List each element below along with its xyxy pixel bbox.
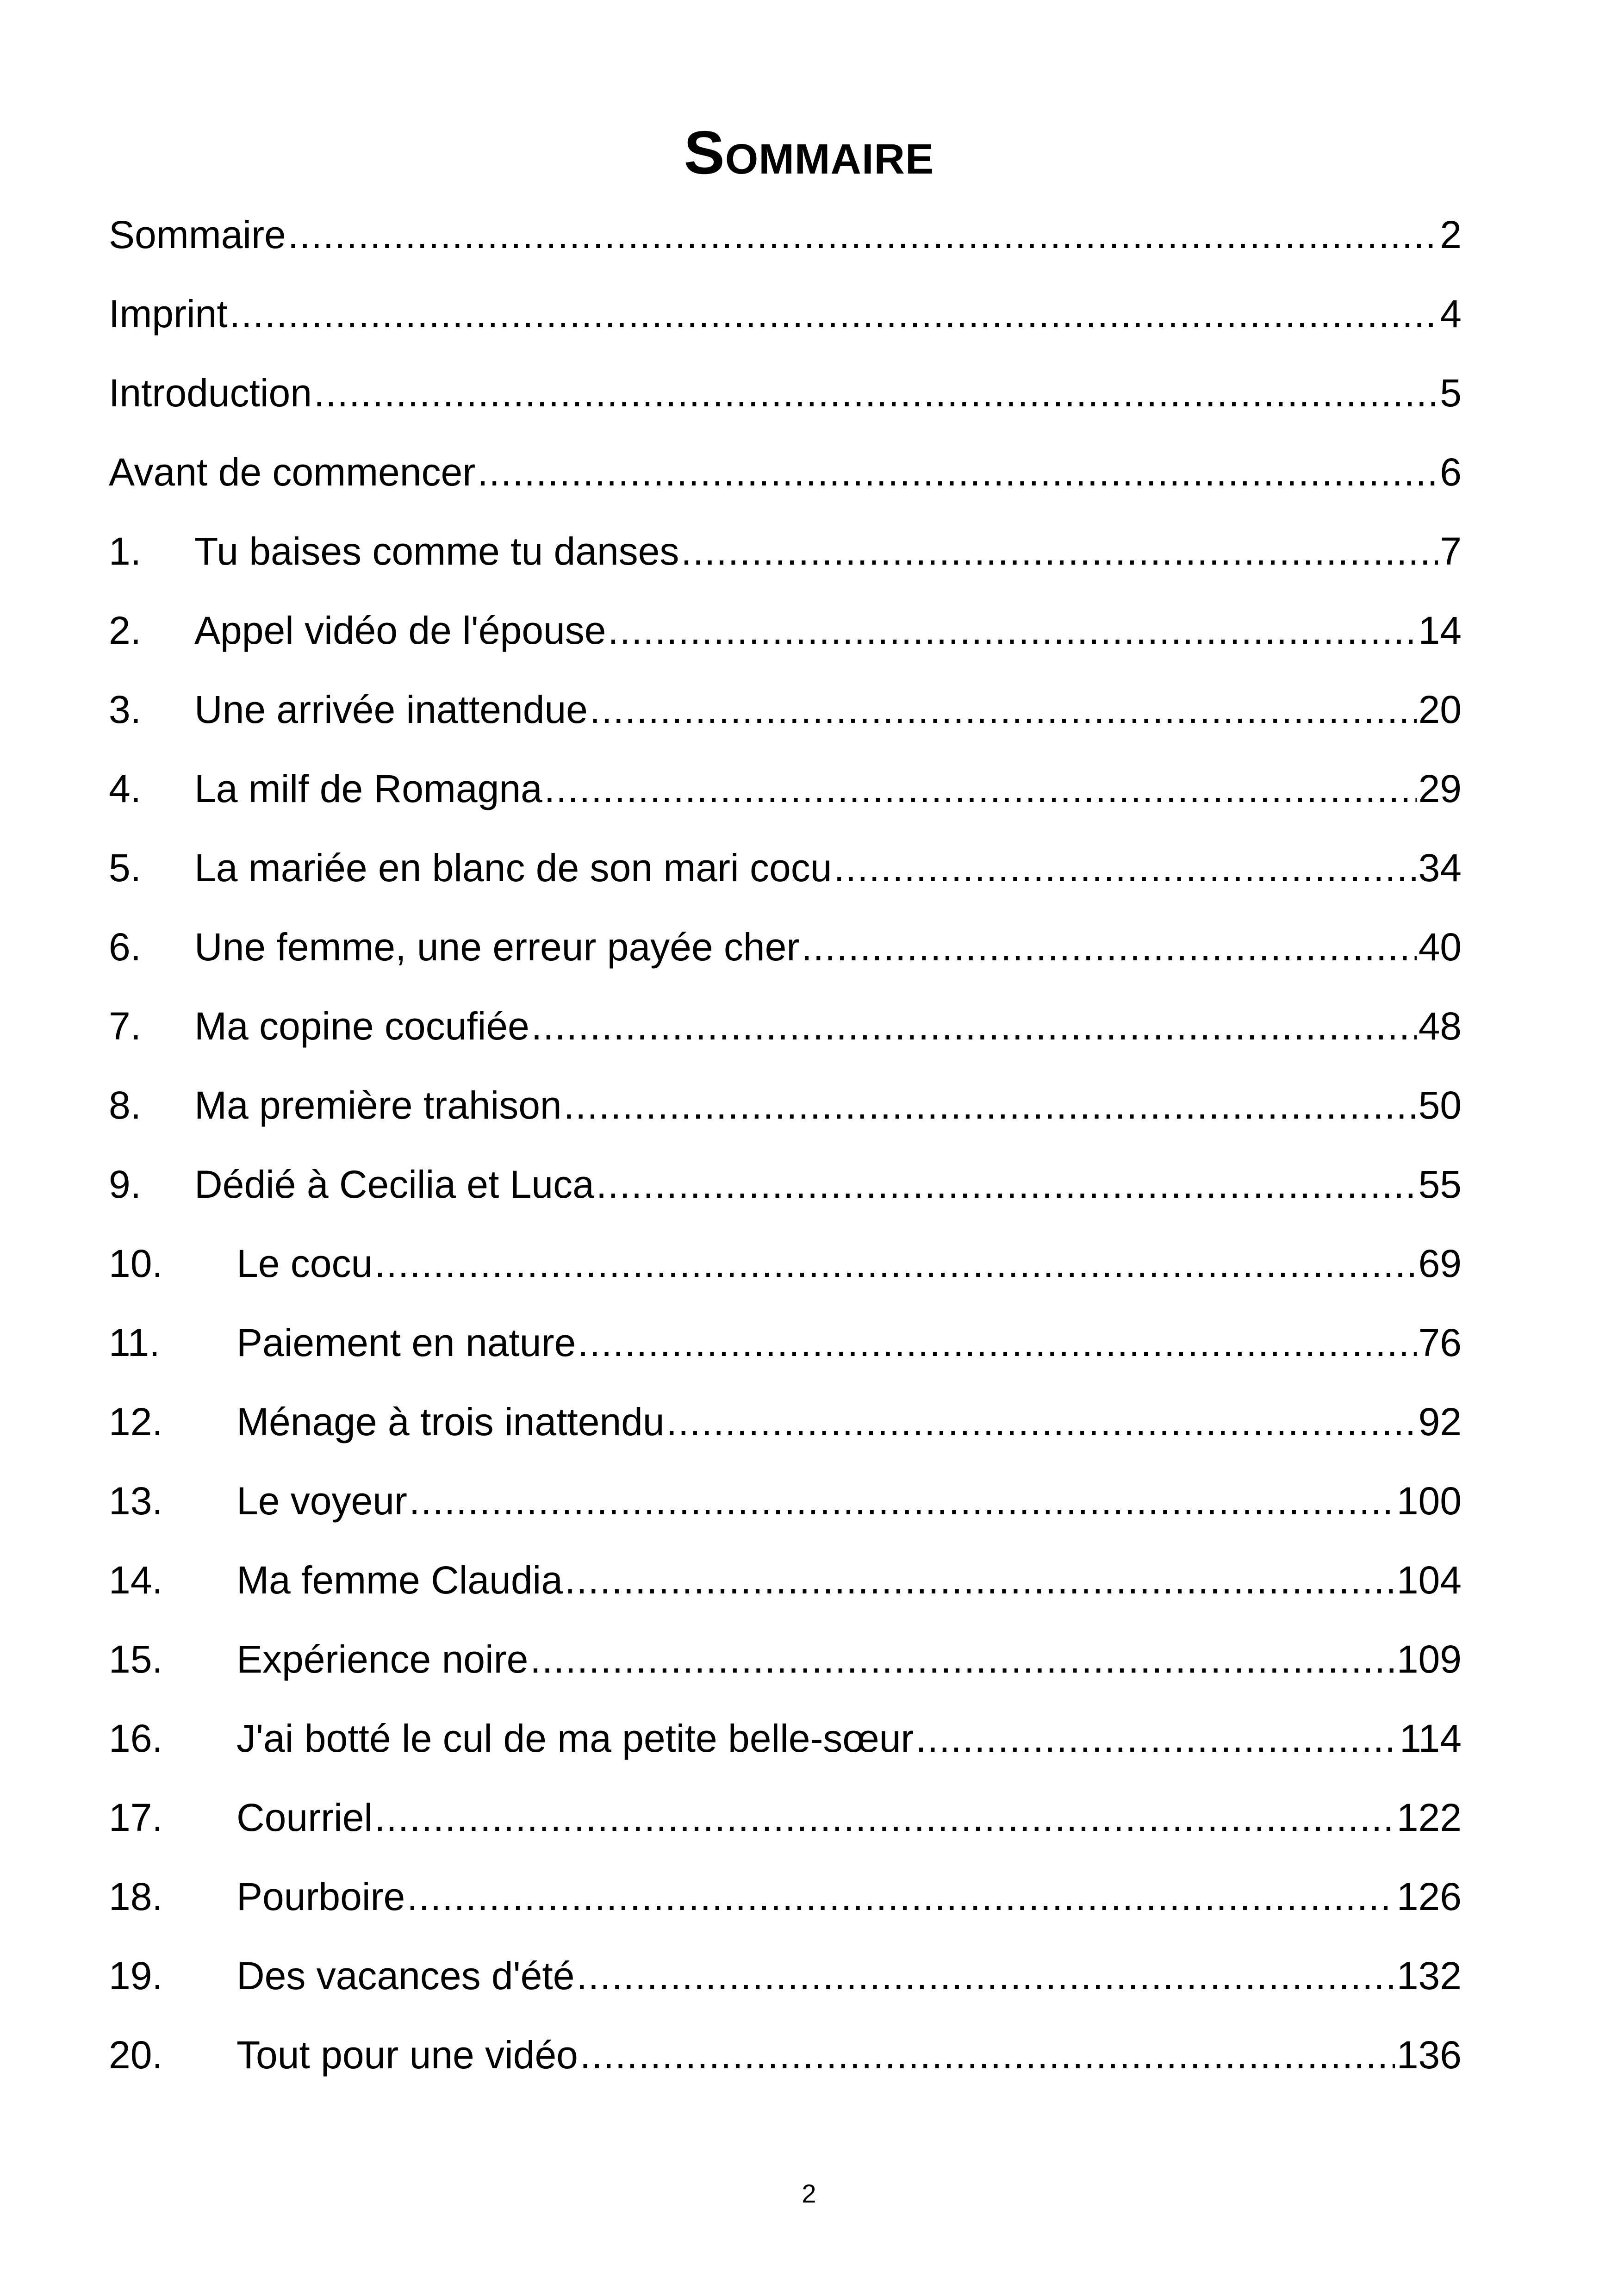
toc-entry-title: Tout pour une vidéo	[236, 2033, 578, 2077]
toc-entry-title: La milf de Romagna	[194, 767, 542, 810]
toc-entry-page: 104	[1396, 1558, 1462, 1602]
toc-entry-title: Appel vidéo de l'épouse	[194, 609, 606, 652]
toc-entry-page: 48	[1418, 1004, 1462, 1048]
toc-entry-title: Ma copine cocufiée	[194, 1004, 529, 1048]
toc-entry-title: Le voyeur	[236, 1479, 407, 1523]
toc-entry[interactable]	[109, 209, 1462, 288]
toc-dot-leader	[564, 1080, 1417, 1131]
toc-entry-number: 4.	[109, 767, 142, 810]
toc-entry-number: 20.	[109, 2033, 163, 2077]
toc-dot-leader	[834, 842, 1416, 893]
toc-entry-title: Une femme, une erreur payée cher	[194, 925, 800, 969]
toc-dot-leader	[544, 763, 1417, 814]
toc-entry-title: Une arrivée inattendue	[194, 688, 588, 731]
toc-entry-number: 11.	[109, 1321, 160, 1364]
toc-dot-leader	[666, 1396, 1417, 1447]
toc-dot-leader	[374, 1238, 1416, 1289]
toc-entry-page: 114	[1400, 1717, 1462, 1760]
toc-entry[interactable]	[109, 684, 1462, 763]
toc-entry-number: 17.	[109, 1796, 163, 1839]
page-title-text: Sommaire	[684, 118, 934, 187]
toc-entry-title: Ma première trahison	[194, 1083, 562, 1127]
toc-dot-leader	[801, 921, 1416, 972]
page-title	[0, 116, 1618, 190]
toc-entry-page: 5	[1440, 371, 1462, 415]
toc-entry-number: 2.	[109, 609, 142, 652]
toc-dot-leader	[230, 288, 1438, 339]
toc-entry[interactable]	[109, 1396, 1462, 1475]
toc-entry-number: 19.	[109, 1954, 163, 1997]
toc-dot-leader	[531, 1001, 1417, 1052]
toc-entry-page: 92	[1418, 1400, 1462, 1444]
toc-entry-number: 3.	[109, 688, 142, 731]
toc-entry-title: Courriel	[236, 1796, 373, 1839]
toc-entry-number: 8.	[109, 1083, 142, 1127]
toc-entry-page: 4	[1440, 292, 1462, 336]
toc-entry[interactable]	[109, 367, 1462, 447]
toc-entry-title: Ma femme Claudia	[236, 1558, 563, 1602]
toc-entry-page: 14	[1418, 609, 1462, 652]
toc-dot-leader	[374, 1792, 1395, 1843]
toc-entry-title: Tu baises comme tu danses	[194, 529, 679, 573]
toc-entry-number: 15.	[109, 1637, 163, 1681]
toc-entry-number: 1.	[109, 529, 142, 573]
toc-entry-title: Introduction	[109, 371, 312, 415]
toc-entry[interactable]	[109, 526, 1462, 605]
toc-entry-title: Le cocu	[236, 1242, 373, 1285]
toc-entry[interactable]	[109, 1475, 1462, 1555]
toc-dot-leader	[590, 684, 1417, 735]
toc-entry-title: Avant de commencer	[109, 450, 476, 494]
toc-entry[interactable]	[109, 1159, 1462, 1238]
toc-entry-number: 12.	[109, 1400, 163, 1444]
toc-entry-page: 40	[1418, 925, 1462, 969]
toc-dot-leader	[565, 1555, 1395, 1605]
toc-entry[interactable]	[109, 288, 1462, 367]
toc-dot-leader	[530, 1634, 1394, 1685]
toc-entry-page: 122	[1396, 1796, 1462, 1839]
toc-entry[interactable]	[109, 763, 1462, 842]
toc-entry-number: 9.	[109, 1163, 142, 1206]
toc-entry[interactable]	[109, 1555, 1462, 1634]
toc-entry-title: Sommaire	[109, 213, 286, 256]
toc-entry-title: Ménage à trois inattendu	[236, 1400, 665, 1444]
toc-entry[interactable]	[109, 1871, 1462, 1950]
toc-entry-page: 29	[1418, 767, 1462, 810]
toc-entry[interactable]	[109, 447, 1462, 526]
toc-dot-leader	[596, 1159, 1417, 1210]
toc-dot-leader	[681, 526, 1438, 577]
toc-entry[interactable]	[109, 1713, 1462, 1792]
toc-entry[interactable]	[109, 1080, 1462, 1159]
toc-dot-leader	[288, 209, 1438, 260]
toc-entry-number: 6.	[109, 925, 142, 969]
toc-dot-leader	[477, 447, 1438, 498]
toc-entry-title: Paiement en nature	[236, 1321, 576, 1364]
toc-entry-page: 55	[1418, 1163, 1462, 1206]
toc-entry-page: 76	[1418, 1321, 1462, 1364]
toc-entry[interactable]	[109, 605, 1462, 684]
toc-entry[interactable]	[109, 1001, 1462, 1080]
toc-entry-number: 18.	[109, 1875, 163, 1918]
toc-dot-leader	[578, 1317, 1416, 1368]
toc-entry-page: 7	[1440, 529, 1462, 573]
toc-entry[interactable]	[109, 1317, 1462, 1396]
toc-entry-title: Expérience noire	[236, 1637, 529, 1681]
toc-entry-page: 132	[1396, 1954, 1462, 1997]
toc-dot-leader	[576, 1950, 1394, 2001]
toc-entry-number: 13.	[109, 1479, 163, 1523]
toc-entry[interactable]	[109, 1634, 1462, 1713]
toc-entry-page: 109	[1396, 1637, 1462, 1681]
toc-dot-leader	[915, 1713, 1398, 1764]
toc-entry[interactable]	[109, 1238, 1462, 1317]
toc-entry-number: 14.	[109, 1558, 163, 1602]
toc-entry-page: 2	[1440, 213, 1462, 256]
toc-entry-title: La mariée en blanc de son mari cocu	[194, 846, 832, 890]
toc-entry-title: Pourboire	[236, 1875, 405, 1918]
toc-dot-leader	[407, 1871, 1395, 1922]
toc-entry[interactable]	[109, 842, 1462, 921]
toc-entry[interactable]	[109, 921, 1462, 1001]
toc-entry[interactable]	[109, 1950, 1462, 2029]
table-of-contents	[109, 209, 1462, 2109]
toc-dot-leader	[409, 1475, 1395, 1526]
toc-entry-title: Dédié à Cecilia et Luca	[194, 1163, 594, 1206]
toc-entry-number: 7.	[109, 1004, 142, 1048]
toc-entry-title: Imprint	[109, 292, 228, 336]
toc-entry-page: 126	[1396, 1875, 1462, 1918]
toc-entry-page: 20	[1418, 688, 1462, 731]
toc-entry-page: 6	[1440, 450, 1462, 494]
toc-entry-page: 100	[1396, 1479, 1462, 1523]
toc-entry-title: Des vacances d'été	[236, 1954, 575, 1997]
toc-entry-page: 50	[1418, 1083, 1462, 1127]
toc-dot-leader	[580, 2029, 1395, 2080]
toc-entry-page: 69	[1418, 1242, 1462, 1285]
toc-dot-leader	[608, 605, 1416, 656]
toc-dot-leader	[314, 367, 1438, 418]
toc-entry-number: 16.	[109, 1717, 163, 1760]
toc-entry-number: 10.	[109, 1242, 163, 1285]
toc-entry[interactable]	[109, 2029, 1462, 2109]
page-number: 2	[802, 2179, 816, 2208]
toc-entry-page: 136	[1396, 2033, 1462, 2077]
toc-entry-page: 34	[1418, 846, 1462, 890]
toc-entry-title: J'ai botté le cul de ma petite belle-sœur	[236, 1717, 914, 1760]
toc-entry[interactable]	[109, 1792, 1462, 1871]
toc-entry-number: 5.	[109, 846, 142, 890]
